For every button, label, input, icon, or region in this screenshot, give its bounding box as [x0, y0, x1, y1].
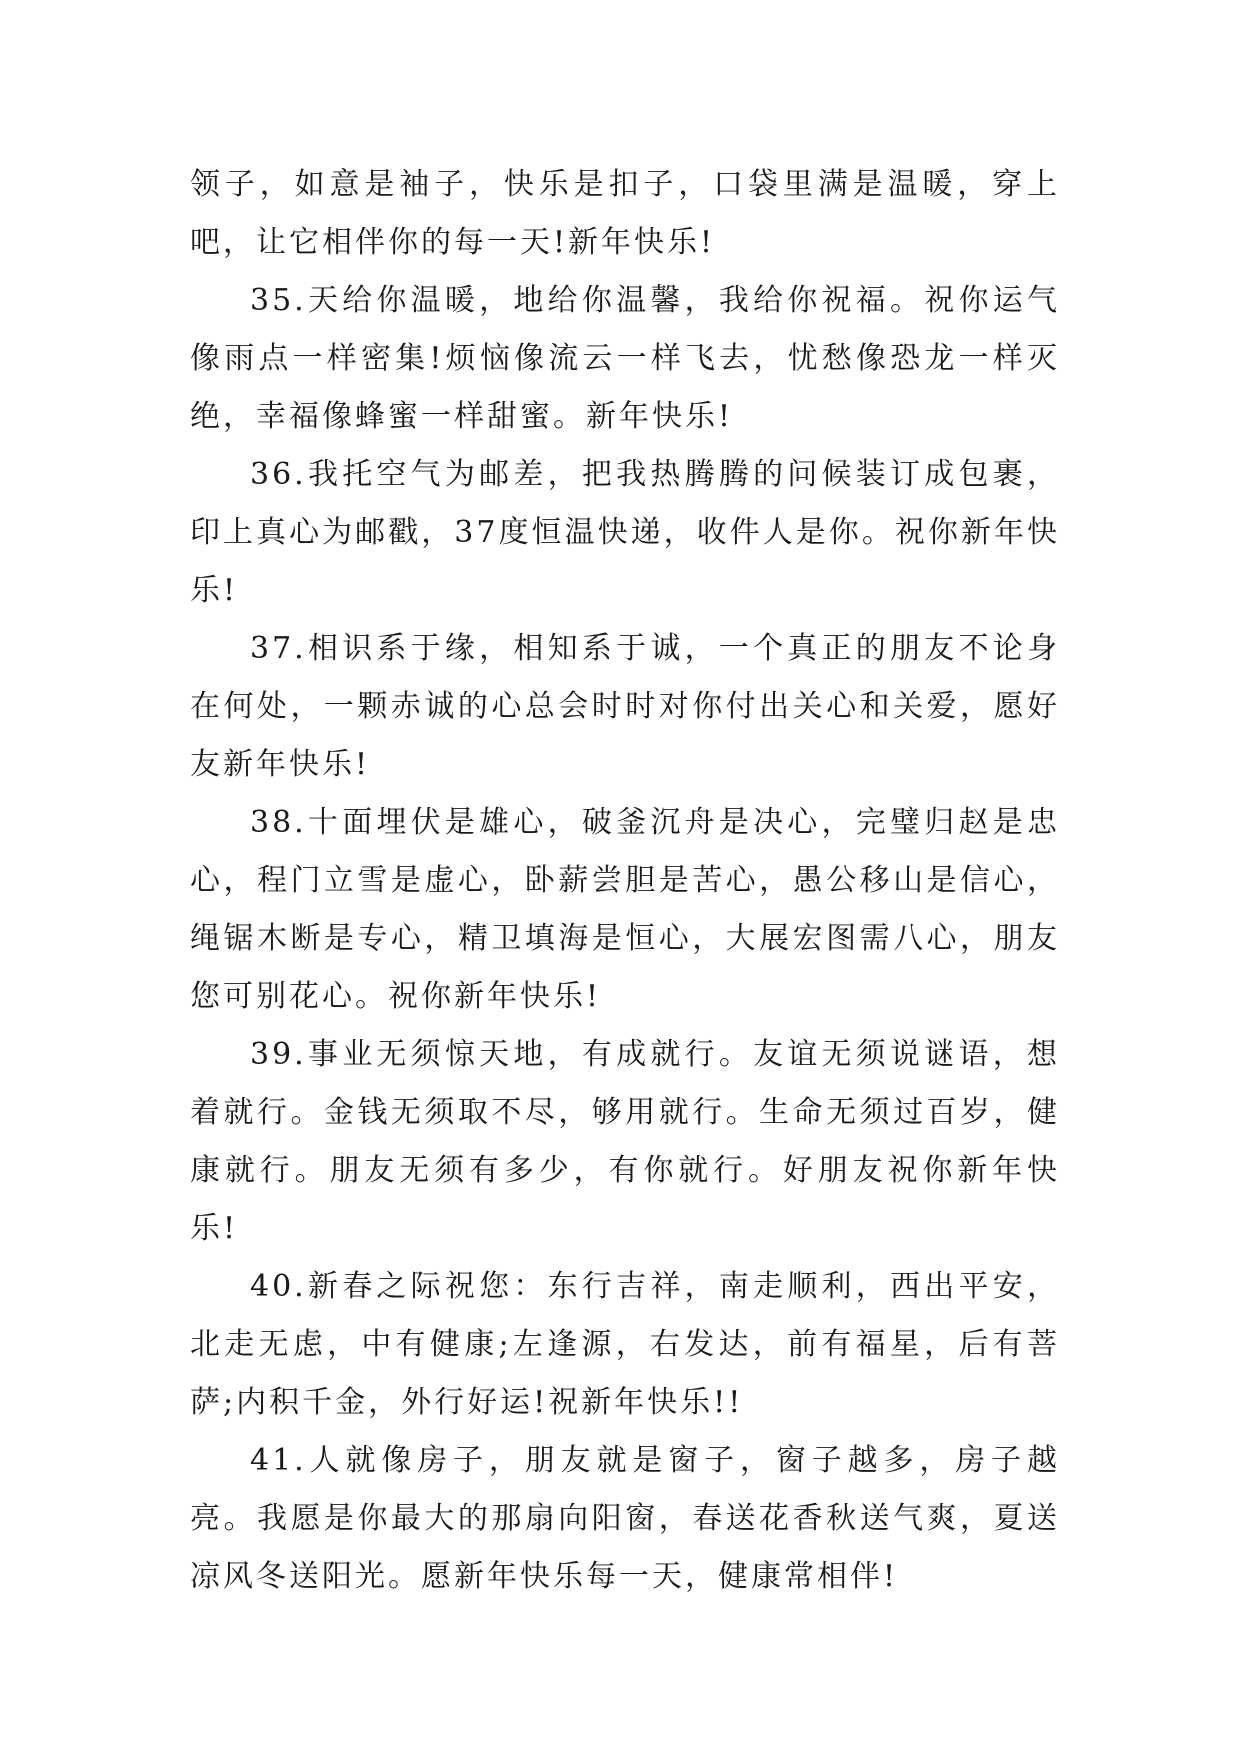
paragraph-39: 39.事业无须惊天地，有成就行。友谊无须说谜语，想着就行。金钱无须取不尽，够用就行。生命无须过百岁，健康就行。朋友无须有多少，有你就行。好朋友祝你新年快乐!: [190, 1037, 1060, 1246]
paragraph-35: 35.天给你温暖，地给你温馨，我给你祝福。祝你运气像雨点一样密集!烦恼像流云一样飞去，忧愁像恐龙一样灭绝，幸福像蜂蜜一样甜蜜。新年快乐!: [190, 283, 1060, 434]
document-body: [190, 0, 1060, 1606]
paragraph-37: 37.相识系于缘，相知系于诚，一个真正的朋友不论身在何处，一颗赤诚的心总会时时对你付出关心和关爱，愿好友新年快乐!: [190, 631, 1060, 782]
paragraph-continued: 领子，如意是袖子，快乐是扣子，口袋里满是温暖，穿上吧，让它相伴你的每一天!新年快乐!: [190, 167, 1060, 260]
paragraph-38: 38.十面埋伏是雄心，破釜沉舟是决心，完璧归赵是忠心，程门立雪是虚心，卧薪尝胆是苦心，愚公移山是信心，绳锯木断是专心，精卫填海是恒心，大展宏图需八心，朋友您可别花心。祝你新年快乐!: [190, 805, 1060, 1014]
paragraph-40: 40.新春之际祝您：东行吉祥，南走顺利，西出平安，北走无虑，中有健康;左逢源，右发达，前有福星，后有菩萨;内积千金，外行好运!祝新年快乐!!: [190, 1269, 1060, 1420]
paragraph-41: 41.人就像房子，朋友就是窗子，窗子越多，房子越亮。我愿是你最大的那扇向阳窗，春送花香秋送气爽，夏送凉风冬送阳光。愿新年快乐每一天，健康常相伴!: [190, 1443, 1060, 1594]
paragraph-36: 36.我托空气为邮差，把我热腾腾的问候装订成包裹，印上真心为邮戳，37度恒温快递，收件人是你。祝你新年快乐!: [190, 457, 1060, 608]
